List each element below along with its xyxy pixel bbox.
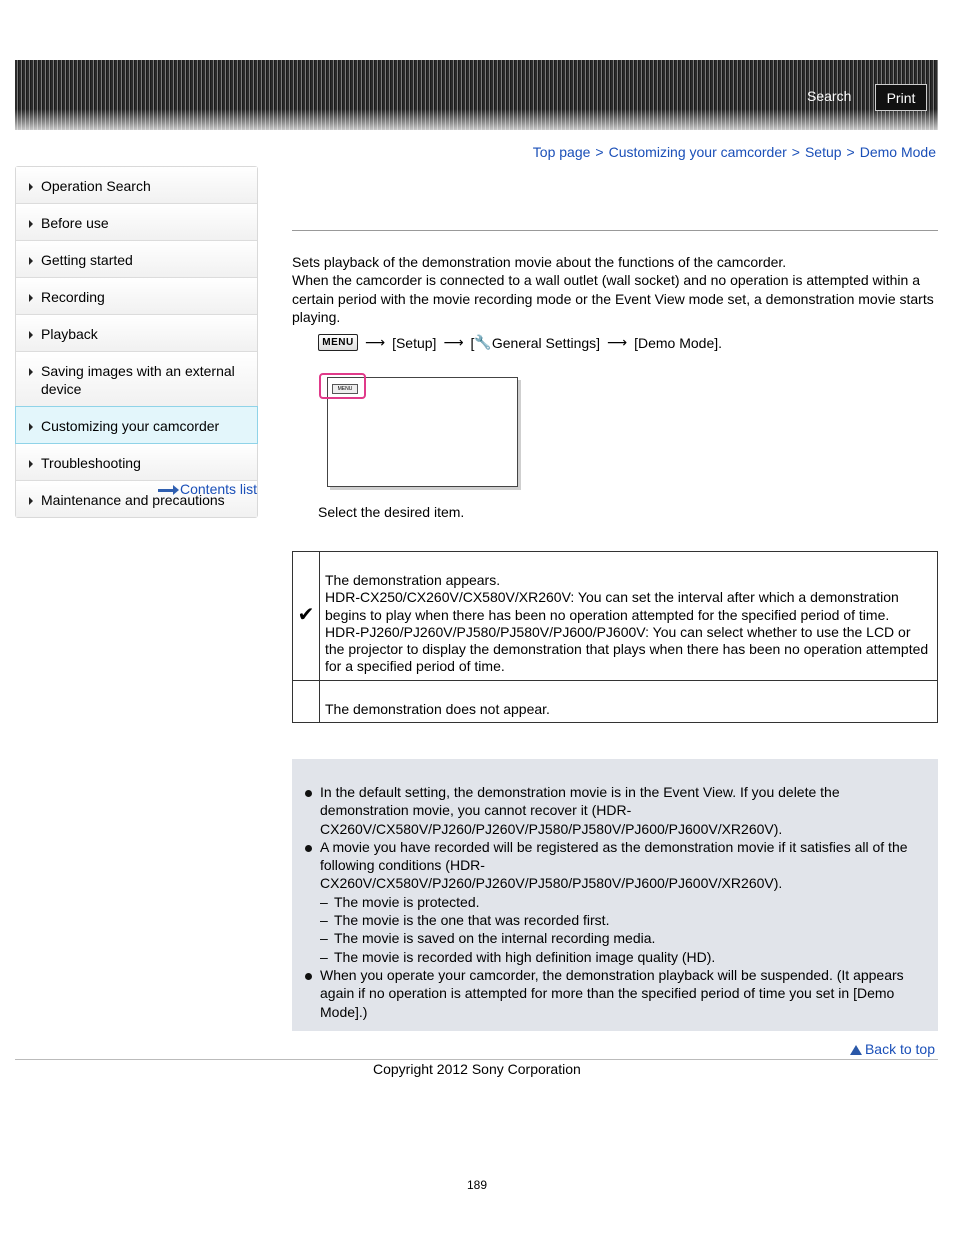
menu-key-icon: MENU bbox=[318, 334, 358, 351]
sidebar-item-label: Customizing your camcorder bbox=[41, 418, 220, 434]
breadcrumb-separator: > bbox=[595, 144, 604, 160]
title-divider bbox=[292, 230, 938, 231]
breadcrumb bbox=[533, 144, 936, 160]
option-line: The demonstration appears. bbox=[325, 572, 501, 588]
breadcrumb-customizing[interactable]: Customizing your camcorder bbox=[608, 144, 787, 160]
sidebar-item-getting-started[interactable] bbox=[16, 241, 257, 278]
select-instruction: Select the desired item. bbox=[318, 504, 465, 520]
sidebar-item-label: Maintenance and precautions bbox=[41, 492, 225, 508]
condition-item bbox=[320, 948, 930, 966]
mini-menu-button: MENU bbox=[332, 384, 358, 394]
condition-text: The movie is the one that was recorded first. bbox=[334, 912, 610, 929]
footer-divider bbox=[15, 1059, 938, 1060]
note-text: A movie you have recorded will be registered as the demonstration movie if it satisfies all of the following conditions (HDR-CX260V/CX580V/PJ260/PJ260V/PJ580/PJ580V/PJ600/PJ600V/XR260V). bbox=[320, 838, 908, 892]
intro-line: When the camcorder is connected to a wall outlet (wall socket) and no operation is attempted within a certain period with the movie recording mode or the Event View mode set, a demonstration movie starts playing. bbox=[292, 272, 934, 325]
arrow-right-icon bbox=[29, 460, 33, 468]
sidebar-item-label: Recording bbox=[41, 289, 105, 305]
note-text: When you operate your camcorder, the demonstration playback will be suspended. (It appears again if no operation is attempted for more than the specified period of time you set in [Demo Mode].) bbox=[320, 966, 904, 1020]
breadcrumb-separator: > bbox=[791, 144, 800, 160]
print-button[interactable]: Print bbox=[875, 84, 927, 111]
search-link[interactable]: Search bbox=[807, 88, 852, 104]
note-item bbox=[304, 783, 930, 838]
sidebar-item-before-use[interactable] bbox=[16, 204, 257, 241]
intro-text bbox=[292, 253, 938, 326]
options-table bbox=[292, 551, 938, 723]
sidebar-item-label: Getting started bbox=[41, 252, 133, 268]
breadcrumb-top-page[interactable]: Top page bbox=[532, 144, 591, 160]
sidebar-item-label: Saving images with an external device bbox=[41, 363, 235, 397]
page-number: 189 bbox=[466, 1178, 488, 1192]
back-to-top-label: Back to top bbox=[864, 1041, 935, 1057]
condition-text: The movie is protected. bbox=[334, 893, 480, 910]
arrow-right-icon bbox=[29, 423, 33, 431]
breadcrumb-separator: > bbox=[846, 144, 855, 160]
condition-text: The movie is recorded with high definition image quality (HD). bbox=[334, 948, 716, 965]
table-row bbox=[293, 680, 938, 722]
copyright: Copyright 2012 Sony Corporation bbox=[373, 1061, 581, 1077]
sidebar-item-label: Operation Search bbox=[41, 178, 151, 194]
wrench-icon: 🔧 bbox=[474, 334, 492, 350]
dash: – bbox=[320, 893, 328, 910]
lcd-screen-illustration bbox=[327, 377, 518, 487]
intro-line: Sets playback of the demonstration movie about the functions of the camcorder. bbox=[292, 254, 787, 270]
option-mark bbox=[293, 680, 320, 722]
arrow-right-icon bbox=[29, 183, 33, 191]
contents-list-label: Contents list bbox=[180, 481, 258, 497]
highlight-frame bbox=[319, 373, 366, 399]
sidebar-item-playback[interactable] bbox=[16, 315, 257, 352]
arrow-right-icon bbox=[29, 294, 33, 302]
condition-item bbox=[320, 911, 930, 929]
option-line: HDR-PJ260/PJ260V/PJ580/PJ580V/PJ600/PJ600V: You can select whether to use the LCD or the projector to display the demonstration that plays when there has been no operation attempted for a specified period of time. bbox=[325, 623, 929, 675]
note-text: In the default setting, the demonstration movie is in the Event View. If you delete the demonstration movie, you cannot recover it (HDR-CX260V/CX580V/PJ260/PJ260V/PJ580/PJ580V/PJ600/PJ600V/XR260V). bbox=[320, 784, 840, 837]
sidebar-item-saving-images[interactable] bbox=[16, 352, 257, 407]
arrow-up-icon bbox=[850, 1045, 862, 1055]
arrow-right-icon bbox=[29, 497, 33, 505]
menu-step-demo-mode: [Demo Mode]. bbox=[634, 334, 723, 351]
sidebar-item-recording[interactable] bbox=[16, 278, 257, 315]
option-description bbox=[320, 680, 938, 722]
arrow-right-icon bbox=[29, 257, 33, 265]
sidebar-item-troubleshooting[interactable] bbox=[16, 444, 257, 481]
header-bar bbox=[15, 60, 938, 130]
condition-item bbox=[320, 893, 930, 911]
arrow-right-icon: ⟶ bbox=[443, 334, 464, 350]
arrow-right-icon bbox=[29, 368, 33, 376]
breadcrumb-demo-mode[interactable]: Demo Mode bbox=[859, 144, 936, 160]
contents-list-link[interactable] bbox=[158, 481, 257, 497]
checkmark-icon: ✔ bbox=[293, 552, 320, 681]
sidebar-item-label: Before use bbox=[41, 215, 109, 231]
option-line: The demonstration does not appear. bbox=[325, 700, 550, 717]
table-row bbox=[293, 552, 938, 681]
menu-step-setup: [Setup] bbox=[392, 334, 437, 351]
option-description bbox=[320, 552, 938, 681]
sidebar-item-label: Troubleshooting bbox=[41, 455, 141, 471]
arrow-right-icon bbox=[29, 220, 33, 228]
sidebar-item-operation-search[interactable] bbox=[16, 167, 257, 204]
dash: – bbox=[320, 912, 328, 929]
sidebar-item-customizing[interactable] bbox=[15, 406, 258, 444]
condition-item bbox=[320, 929, 930, 947]
sidebar-item-label: Playback bbox=[41, 326, 98, 342]
notes-box bbox=[292, 759, 938, 1031]
note-item bbox=[304, 966, 930, 1021]
arrow-right-icon bbox=[158, 485, 180, 495]
option-line: HDR-CX250/CX260V/CX580V/XR260V: You can set the interval after which a demonstration begins to play when there has been no operation attempted for the specified period of time. bbox=[325, 589, 899, 623]
breadcrumb-setup[interactable]: Setup bbox=[804, 144, 842, 160]
dash: – bbox=[320, 948, 328, 965]
menu-step-general-settings: General Settings] bbox=[491, 334, 601, 351]
note-item bbox=[304, 838, 930, 966]
dash: – bbox=[320, 930, 328, 947]
arrow-right-icon: ⟶ bbox=[365, 334, 386, 350]
condition-text: The movie is saved on the internal recording media. bbox=[334, 930, 656, 947]
arrow-right-icon: ⟶ bbox=[607, 334, 628, 350]
menu-step-bracket: [ bbox=[470, 334, 475, 351]
menu-path bbox=[318, 334, 722, 351]
back-to-top-link[interactable] bbox=[850, 1041, 935, 1057]
sidebar-nav bbox=[15, 166, 258, 518]
arrow-right-icon bbox=[29, 331, 33, 339]
